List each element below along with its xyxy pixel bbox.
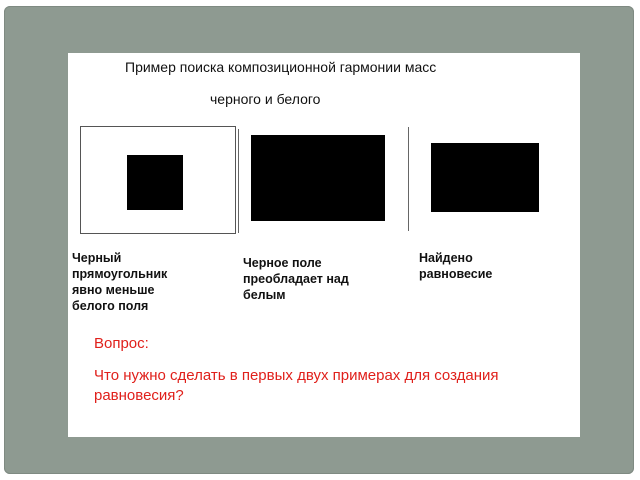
example-3-caption: Найдено равновесие [419,251,493,281]
example-2-caption: Черное поле преобладает над белым [243,256,349,302]
slide-title-line-1: Пример поиска композиционной гармонии масс [125,59,437,75]
presentation-frame [4,6,634,474]
example-3-black-rectangle [431,143,539,212]
slide [68,53,580,437]
divider-1 [238,129,239,233]
example-1-black-square [127,155,183,210]
slide-title-line-2: черного и белого [210,91,321,107]
divider-2 [408,127,409,231]
example-1-caption: Черный прямоугольник явно меньше белого поля [72,251,168,313]
question-label: Вопрос: [94,335,149,352]
example-2-black-field [251,135,385,221]
question-text: Что нужно сделать в первых двух примерах для создания равновесия? [94,367,499,404]
